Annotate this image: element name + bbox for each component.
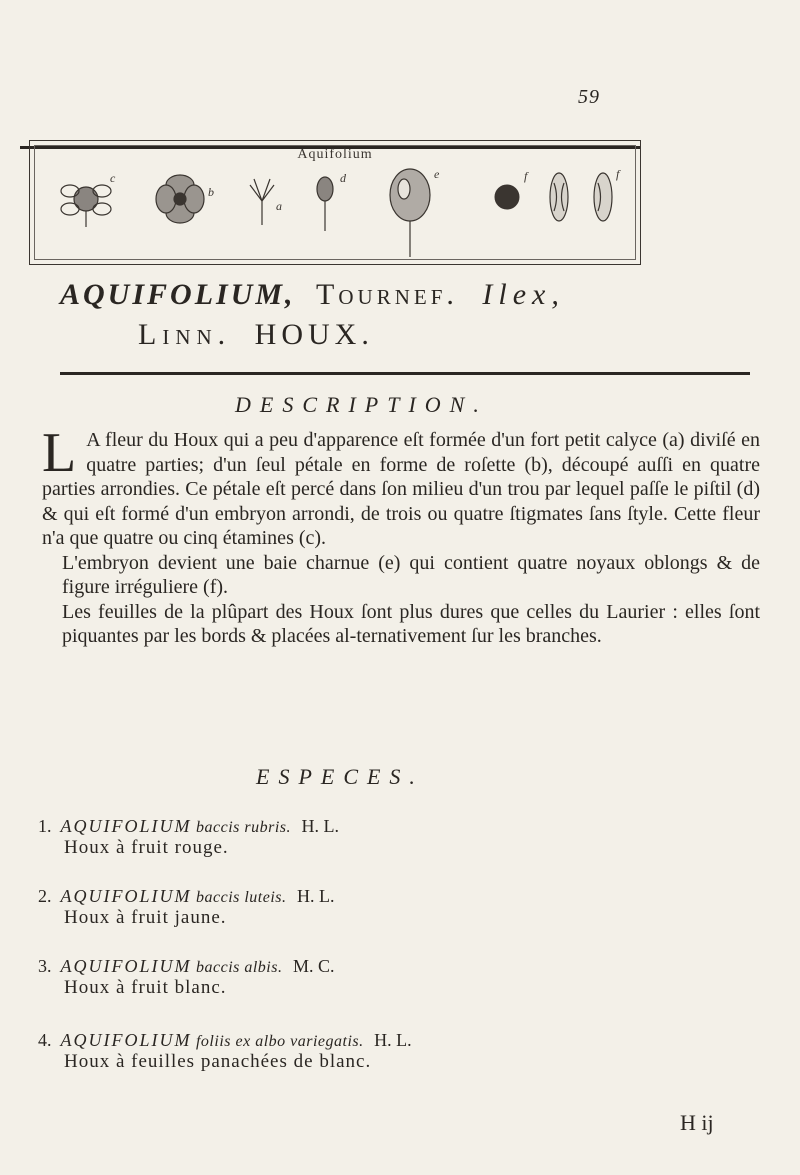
figure-label-d: d bbox=[340, 171, 346, 185]
description-paragraph-3: Les feuilles de la plûpart des Houx ſont plus dures que celles du Laurier : elles ſont piquantes par les bords & placées al-ternativement ſur les branches. bbox=[62, 600, 760, 647]
calyx-illustration bbox=[244, 175, 280, 229]
description-paragraph-1: L A fleur du Houx qui a peu d'apparence eſt formée d'un fort petit calyce (a) diviſé en quatre parties; d'un ſeul pétale en forme de roſette (b), découpé auſſi en quatre parties arrondies. Ce pétale eſt percé dans ſon milieu d'un trou par lequel paſſe le piſtil (d) & qui eſt formé d'un embryon arrondi, de trois ou quatre ſtigmates ſans ſtyle. Cette fleur n'a que quatre ou cinq étamines (c). bbox=[42, 422, 760, 549]
genus-latin: AQUIFOLIUM, bbox=[60, 278, 296, 311]
figure-label-e: e bbox=[434, 167, 440, 181]
title-line-2 bbox=[138, 318, 738, 352]
seed-illustration-3 bbox=[590, 163, 616, 231]
title-line-1 bbox=[60, 278, 760, 312]
berry-illustration bbox=[384, 161, 436, 261]
figure-label-f: f bbox=[524, 169, 528, 183]
figure-label-a: a bbox=[276, 199, 282, 213]
pistil-illustration bbox=[310, 171, 340, 235]
title-rule bbox=[60, 372, 750, 375]
plate-caption: Aquifolium bbox=[297, 147, 373, 162]
description-body bbox=[42, 422, 760, 649]
drop-cap: L bbox=[42, 422, 77, 484]
species-item: 1. AQUIFOLIUM baccis rubris. H. L. Houx à fruit rouge. bbox=[38, 816, 339, 858]
flower-calyx-illustration bbox=[56, 169, 116, 229]
especes-heading: ESPECES. bbox=[256, 764, 424, 789]
common-name: HOUX. bbox=[254, 318, 374, 351]
author-tournefort: Tournef. bbox=[316, 278, 458, 311]
signature-mark: H ij bbox=[680, 1110, 714, 1135]
description-paragraph-2: L'embryon devient une baie charnue (e) qui contient quatre noyaux oblongs & de figure irréguliere (f). bbox=[62, 551, 760, 598]
species-item: 2. AQUIFOLIUM baccis luteis. H. L. Houx à fruit jaune. bbox=[38, 886, 335, 928]
seed-illustration-1 bbox=[490, 167, 524, 227]
figure-label-c: c bbox=[110, 171, 116, 185]
species-item: 4. AQUIFOLIUM foliis ex albo variegatis. H. L. Houx à feuilles panachées de blanc. bbox=[38, 1030, 412, 1072]
botanical-plate bbox=[29, 140, 641, 265]
genus-linnaeus: Ilex, bbox=[482, 278, 565, 311]
petal-rosette-illustration bbox=[148, 167, 212, 231]
description-heading: DESCRIPTION. bbox=[235, 392, 488, 417]
seed-illustration-2 bbox=[546, 163, 572, 231]
species-item: 3. AQUIFOLIUM baccis albis. M. C. Houx à fruit blanc. bbox=[38, 956, 335, 998]
page-number: 59 bbox=[578, 86, 600, 108]
figure-label-f-2: f bbox=[616, 167, 620, 181]
figure-label-b: b bbox=[208, 185, 214, 199]
author-linnaeus: Linn. bbox=[138, 318, 232, 351]
